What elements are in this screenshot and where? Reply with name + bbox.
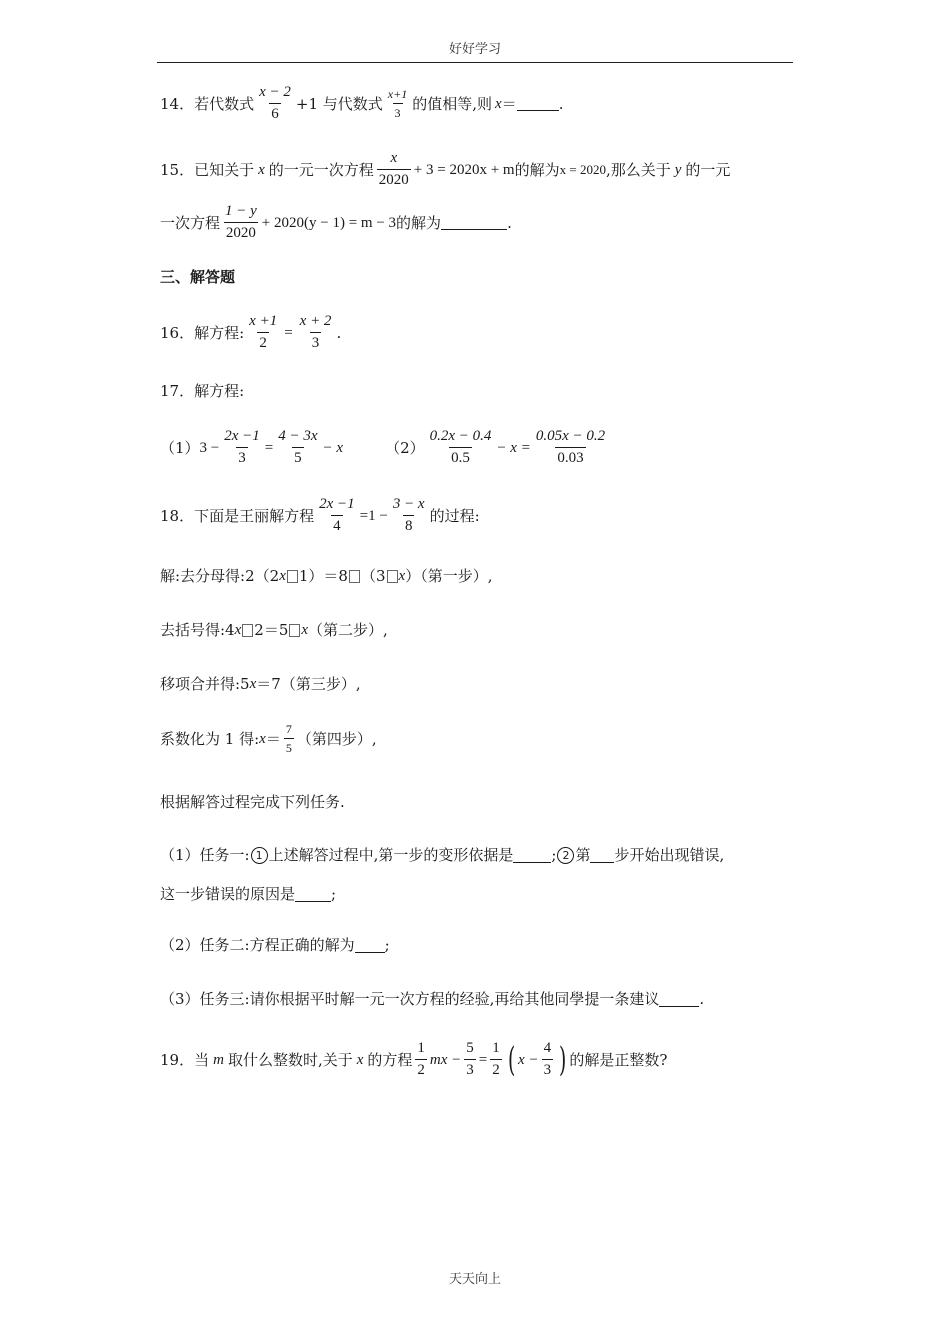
answer-blank[interactable] — [517, 96, 559, 111]
equation-part: mx − — [429, 1051, 462, 1068]
section-title: 三、解答题 — [160, 268, 236, 286]
numerator: 1 — [417, 1040, 425, 1056]
task-text: . — [699, 990, 705, 1008]
left-paren: ( — [507, 1039, 516, 1080]
question-15-line-2 — [160, 203, 512, 242]
fraction — [490, 1040, 502, 1079]
answer-blank[interactable] — [590, 848, 614, 863]
question-number: 15． — [160, 160, 195, 179]
task-intro: 根据解答过程完成下列任务. — [160, 793, 345, 811]
missing-glyph-box — [387, 570, 398, 583]
fraction — [377, 150, 411, 189]
equation-part: + 3 = 2020x + m — [413, 161, 515, 178]
denominator: 2 — [415, 1059, 427, 1079]
fraction — [298, 313, 334, 352]
task-text: （3）任务三:请你根据平时解一元一次方程的经验,再给其他同學提一条建议 — [160, 990, 660, 1008]
numerator: 0.05x − 0.2 — [535, 428, 606, 444]
fraction — [391, 496, 427, 535]
task-text: （1）任务一: — [160, 846, 250, 864]
equation-part: − x = — [496, 439, 531, 456]
denominator: 3 — [236, 447, 248, 467]
denominator: 2 — [490, 1059, 502, 1079]
question-text: 的解为 — [396, 213, 442, 232]
question-text: 一次方程 — [160, 213, 221, 232]
question-text: 下面是王丽解方程 — [194, 506, 315, 525]
question-text: ,那么关于 — [605, 160, 671, 179]
variable: x — [495, 95, 502, 112]
fraction — [415, 1040, 427, 1079]
equation-part: =1 − — [359, 507, 388, 524]
fraction — [284, 722, 294, 755]
step-text: 1）＝8 — [298, 567, 348, 585]
numerator: 2x −1 — [224, 428, 260, 444]
question-text: 取什么整数时,关于 — [227, 1050, 353, 1069]
step-text: 系数化为 1 得: — [160, 729, 260, 748]
question-text: 已知关于 — [194, 160, 255, 179]
variable: y — [674, 161, 682, 178]
fraction — [428, 428, 494, 467]
circled-number: 2 — [557, 847, 574, 864]
step-text: 2＝5 — [254, 621, 289, 639]
denominator: 3 — [542, 1059, 554, 1079]
equals: = — [478, 1051, 488, 1068]
circled-number: 1 — [251, 847, 268, 864]
question-16 — [160, 313, 341, 352]
question-18 — [160, 496, 480, 535]
period: . — [558, 94, 564, 113]
question-text: 的过程: — [429, 506, 480, 525]
numerator: x +1 — [249, 313, 278, 329]
solution-step-2 — [160, 620, 388, 640]
numerator: 0.2x − 0.4 — [429, 428, 492, 444]
denominator: 3 — [310, 332, 322, 352]
equals: = — [284, 324, 293, 341]
answer-blank[interactable] — [295, 887, 331, 902]
header-rule — [157, 62, 793, 63]
answer-blank[interactable] — [513, 848, 551, 863]
step-text: ＝7（第三步）, — [256, 675, 361, 693]
variable: x — [234, 622, 242, 638]
fraction — [222, 428, 262, 467]
question-15 — [160, 150, 730, 189]
equation-part: − x — [322, 439, 344, 456]
question-text: 解方程: — [194, 382, 245, 400]
missing-glyph-box — [287, 570, 298, 583]
denominator: 3 — [464, 1059, 476, 1079]
question-text: 的一元一次方程 — [268, 160, 374, 179]
question-19 — [160, 1040, 667, 1079]
page-header-title: 好好学习 — [448, 42, 501, 57]
question-text: 若代数式 — [194, 94, 255, 113]
question-14 — [160, 84, 563, 123]
step-text: （第二步）, — [308, 621, 388, 639]
variable: x — [258, 161, 265, 178]
denominator: 5 — [292, 447, 304, 467]
task-1-line-2 — [160, 884, 336, 904]
question-17 — [160, 381, 244, 401]
question-text: ＝ — [501, 94, 517, 113]
denominator: 4 — [331, 515, 343, 535]
task-text: ; — [384, 936, 390, 954]
step-text: 去括号得:4 — [160, 621, 235, 639]
fraction — [542, 1040, 554, 1079]
part-label: （2） — [385, 438, 425, 457]
period: . — [336, 323, 342, 342]
denominator: 0.03 — [555, 447, 585, 467]
part-label: （1） — [160, 438, 200, 457]
solution-step-4 — [160, 722, 377, 755]
numerator: 7 — [285, 722, 292, 736]
answer-blank[interactable] — [355, 938, 385, 953]
fraction — [257, 84, 293, 123]
step-text: ＝ — [265, 729, 281, 748]
denominator: 3 — [393, 103, 403, 120]
denominator: 8 — [403, 515, 415, 535]
step-text: （第四步）, — [296, 729, 377, 748]
fraction — [534, 428, 607, 467]
question-17-parts — [160, 428, 610, 467]
task-text: ; — [551, 846, 557, 864]
denominator: 2020 — [224, 222, 258, 242]
task-text: 上述解答过程中,第一步的变形依据是 — [268, 846, 514, 864]
fraction — [464, 1040, 476, 1079]
step-text: 解:去分母得:2（2 — [160, 567, 280, 585]
fraction — [247, 313, 279, 352]
question-number: 16． — [160, 323, 195, 342]
task-text: （2）任务二:方程正确的解为 — [160, 936, 355, 954]
numerator: x + 2 — [299, 313, 332, 329]
solution-step-3 — [160, 674, 361, 694]
variable: x — [398, 568, 406, 584]
answer-blank[interactable] — [659, 992, 699, 1007]
question-number: 14． — [160, 94, 195, 113]
missing-glyph-box — [242, 624, 253, 637]
numerator: 4 − 3x — [278, 428, 318, 444]
equation-part: x − — [518, 1051, 539, 1068]
question-text: 的解为 — [514, 160, 560, 179]
task-1 — [160, 845, 724, 865]
numerator: 1 − y — [225, 203, 257, 219]
question-text: +1 与代数式 — [295, 94, 383, 113]
variable: x — [356, 1051, 364, 1068]
numerator: 1 — [492, 1040, 500, 1056]
task-2 — [160, 935, 390, 955]
question-number: 18． — [160, 506, 195, 525]
fraction — [276, 428, 319, 467]
missing-glyph-box — [349, 570, 360, 583]
task-text: 步开始出现错误, — [614, 846, 725, 864]
question-text: 的一元 — [685, 160, 731, 179]
denominator: 2020 — [377, 169, 411, 189]
task-text: 第 — [575, 846, 591, 864]
solution-value: x = 2020 — [559, 161, 606, 177]
numerator: 3 − x — [392, 496, 425, 512]
step-text: （3 — [360, 567, 386, 585]
period: . — [507, 213, 512, 232]
equation-part: 3 − — [199, 439, 220, 456]
numerator: x − 2 — [259, 84, 291, 100]
variable: x — [259, 730, 266, 747]
fraction — [223, 203, 259, 242]
numerator: x+1 — [387, 87, 408, 101]
denominator: 6 — [269, 103, 281, 123]
solution-step-1 — [160, 566, 492, 586]
missing-glyph-box — [289, 624, 300, 637]
question-text: 的方程 — [367, 1050, 413, 1069]
task-text: 这一步错误的原因是 — [160, 885, 296, 903]
denominator: 0.5 — [449, 447, 472, 467]
numerator: x — [390, 150, 398, 166]
page-footer-text: 天天向上 — [448, 1272, 501, 1287]
question-text: 的解是正整数? — [569, 1050, 668, 1069]
numerator: 5 — [466, 1040, 474, 1056]
equals: = — [264, 439, 274, 456]
variable: m — [213, 1051, 224, 1068]
denominator: 2 — [257, 332, 269, 352]
task-text: ; — [331, 885, 337, 903]
question-text: 解方程: — [194, 323, 245, 342]
step-text: ）（第一步）, — [405, 567, 493, 585]
right-paren: ) — [559, 1039, 567, 1080]
variable: x — [279, 568, 286, 584]
variable: x — [249, 676, 257, 692]
numerator: 2x −1 — [319, 496, 355, 512]
question-number: 17． — [160, 382, 195, 400]
variable: x — [301, 622, 309, 638]
denominator: 5 — [284, 738, 294, 755]
step-text: 移项合并得:5 — [160, 675, 250, 693]
fraction — [386, 87, 409, 120]
numerator: 4 — [543, 1040, 552, 1056]
fraction — [317, 496, 357, 535]
question-text: 当 — [194, 1050, 210, 1069]
equation-part: + 2020(y − 1) = m − 3 — [261, 214, 397, 231]
question-number: 19． — [160, 1050, 195, 1069]
answer-blank[interactable] — [441, 215, 507, 230]
question-text: 的值相等,则 — [412, 94, 492, 113]
task-3 — [160, 989, 704, 1009]
